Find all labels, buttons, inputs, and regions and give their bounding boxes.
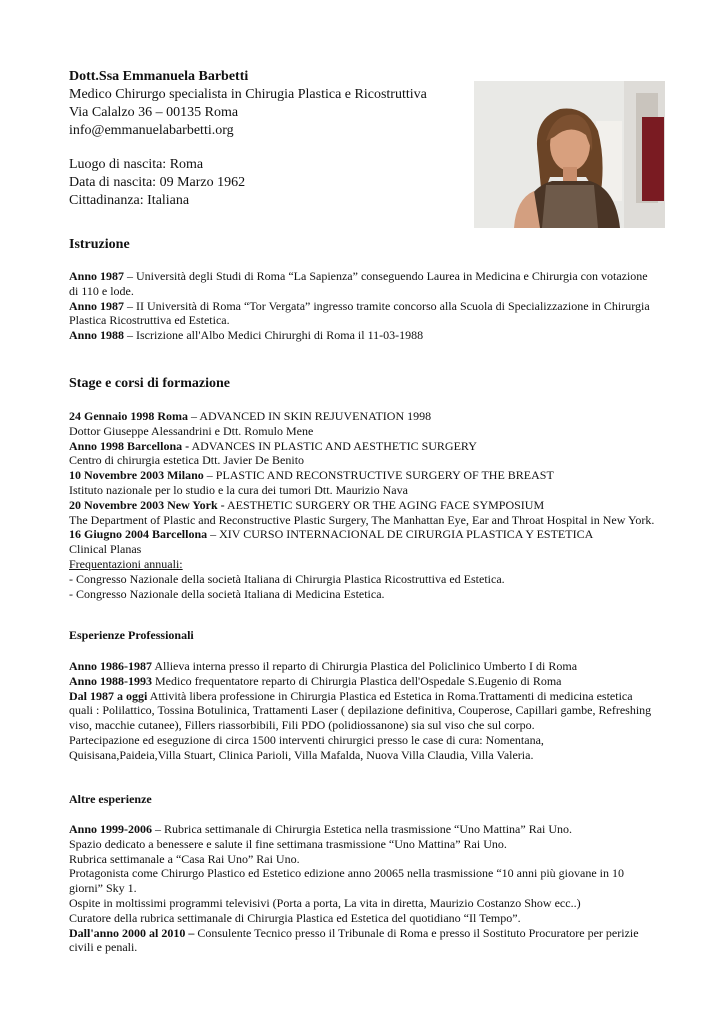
- altre-entry: Protagonista come Chirurgo Plastico ed Estetico edizione anno 20065 nella trasmissione “10 anni più giovane in 10 giorni” Sky 1.: [69, 866, 624, 896]
- stage-line: The Department of Plastic and Reconstructive Plastic Surgery, The Manhattan Eye, Ear and Throat Hospital in New York.: [69, 512, 655, 527]
- stage-line: 16 Giugno 2004 Barcellona – XIV CURSO INTERNACIONAL DE CIRURGIA PLASTICA Y ESTETICA: [69, 527, 594, 542]
- esperienze-list: [69, 659, 656, 763]
- stage-line: Dottor Giuseppe Alessandrini e Dtt. Romulo Mene: [69, 423, 314, 438]
- section-title: Esperienze Professionali: [69, 628, 194, 642]
- istruzione-list: [69, 269, 656, 343]
- altre-list: [69, 822, 656, 955]
- person-citizenship: Cittadinanza: Italiana: [69, 193, 190, 208]
- istruzione-entry: Anno 1988 – Iscrizione all'Albo Medici Chirurghi di Roma il 11-03-1988: [69, 328, 424, 343]
- stage-line: 24 Gennaio 1998 Roma – ADVANCED IN SKIN REJUVENATION 1998: [69, 409, 432, 423]
- annual-item: - Congresso Nazionale della società Italiana di Chirurgia Plastica Ricostruttiva ed Estetica.: [69, 571, 505, 586]
- section-istruzione: [69, 236, 656, 254]
- stage-line: 20 Novembre 2003 New York - AESTHETIC SURGERY OR THE AGING FACE SYMPOSIUM: [69, 497, 545, 512]
- istruzione-entry: Anno 1987 – II Università di Roma “Tor Vergata” ingresso tramite concorso alla Scuola di Specializzazione in Chirurgia Plastica Ricostruttiva ed Estetica.: [69, 298, 650, 328]
- section-title: Stage e corsi di formazione: [69, 376, 230, 391]
- person-birthdate: Data di nascita: 09 Marzo 1962: [69, 175, 246, 190]
- annual-label: Frequentazioni annuali:: [69, 556, 183, 571]
- section-title: Altre esperienze: [69, 792, 152, 806]
- stage-line: Centro di chirurgia estetica Dtt. Javier De Benito: [69, 453, 305, 468]
- section-title: Istruzione: [69, 237, 130, 252]
- cv-header: [69, 68, 427, 210]
- altre-entry: Curatore della rubrica settimanale di Chirurgia Plastica ed Estetica del quotidiano “Il Tempo”.: [69, 910, 521, 925]
- person-role: Medico Chirurgo specialista in Chirugia Plastica e Ricostruttiva: [69, 87, 427, 102]
- stage-list: [69, 409, 656, 601]
- esperienze-entry: Anno 1988-1993 Medico frequentatore reparto di Chirurgia Plastica dell'Ospedale S.Eugenio di Roma: [69, 673, 562, 688]
- esperienze-entry: Partecipazione ed eseguzione di circa 1500 interventi chirurgici presso le case di cura: Nomentana, Quisisana,Paideia,Villa Stuart, Clinica Parioli, Villa Mafalda, Nuova Villa Claudia, Villa Valeria.: [69, 732, 544, 762]
- altre-entry: Rubrica settimanale a “Casa Rai Uno” Rai Uno.: [69, 851, 300, 866]
- person-address: Via Calalzo 36 – 00135 Roma: [69, 105, 239, 120]
- altre-entry: Dall'anno 2000 al 2010 – Consulente Tecnico presso il Tribunale di Roma e presso il Sostituto Procuratore per perizie civili e penali.: [69, 925, 639, 955]
- esperienze-entry: Dal 1987 a oggi Attività libera professione in Chirurgia Plastica ed Estetica in Roma.Trattamenti di medicina estetica quali : Polilattico, Tossina Botulinica, Trattamenti Laser ( depilazione definitiva, Couperose, Capillari gambe, Refreshing viso, macchie cutanee), Fillers riassorbibili, Fili PDO (polidiossanone) sia sul viso che sul corpo.: [69, 688, 652, 733]
- altre-entry: Ospite in moltissimi programmi televisivi (Porta a porta, La vita in diretta, Maurizio Costanzo Show ecc..): [69, 895, 581, 910]
- stage-line: Istituto nazionale per lo studio e la cura dei tumori Dtt. Maurizio Nava: [69, 482, 408, 497]
- person-email: info@emmanuelabarbetti.org: [69, 123, 234, 138]
- istruzione-entry: Anno 1987 – Università degli Studi di Roma “La Sapienza” conseguendo Laurea in Medicina e Chirurgia con votazione di 110 e lode.: [69, 269, 648, 298]
- stage-line: Anno 1998 Barcellona - ADVANCES IN PLASTIC AND AESTHETIC SURGERY: [69, 438, 477, 453]
- section-esperienze: [69, 628, 656, 643]
- profile-photo: [474, 81, 665, 228]
- altre-entry: Anno 1999-2006 – Rubrica settimanale di Chirurgia Estetica nella trasmissione “Uno Mattina” Rai Uno.: [69, 822, 573, 836]
- section-stage: [69, 375, 656, 393]
- annual-item: - Congresso Nazionale della società Italiana di Medicina Estetica.: [69, 586, 385, 601]
- stage-line: Clinical Planas: [69, 542, 142, 557]
- altre-entry: Spazio dedicato a benessere e salute il fine settimana trasmissione “Uno Mattina” Rai Uno.: [69, 836, 507, 851]
- esperienze-entry: Anno 1986-1987 Allieva interna presso il reparto di Chirurgia Plastica del Policlinico Umberto I di Roma: [69, 659, 578, 673]
- section-altre: [69, 792, 656, 807]
- person-birthplace: Luogo di nascita: Roma: [69, 157, 204, 172]
- stage-line: 10 Novembre 2003 Milano – PLASTIC AND RECONSTRUCTIVE SURGERY OF THE BREAST: [69, 468, 554, 483]
- person-name: Dott.Ssa Emmanuela Barbetti: [69, 69, 249, 84]
